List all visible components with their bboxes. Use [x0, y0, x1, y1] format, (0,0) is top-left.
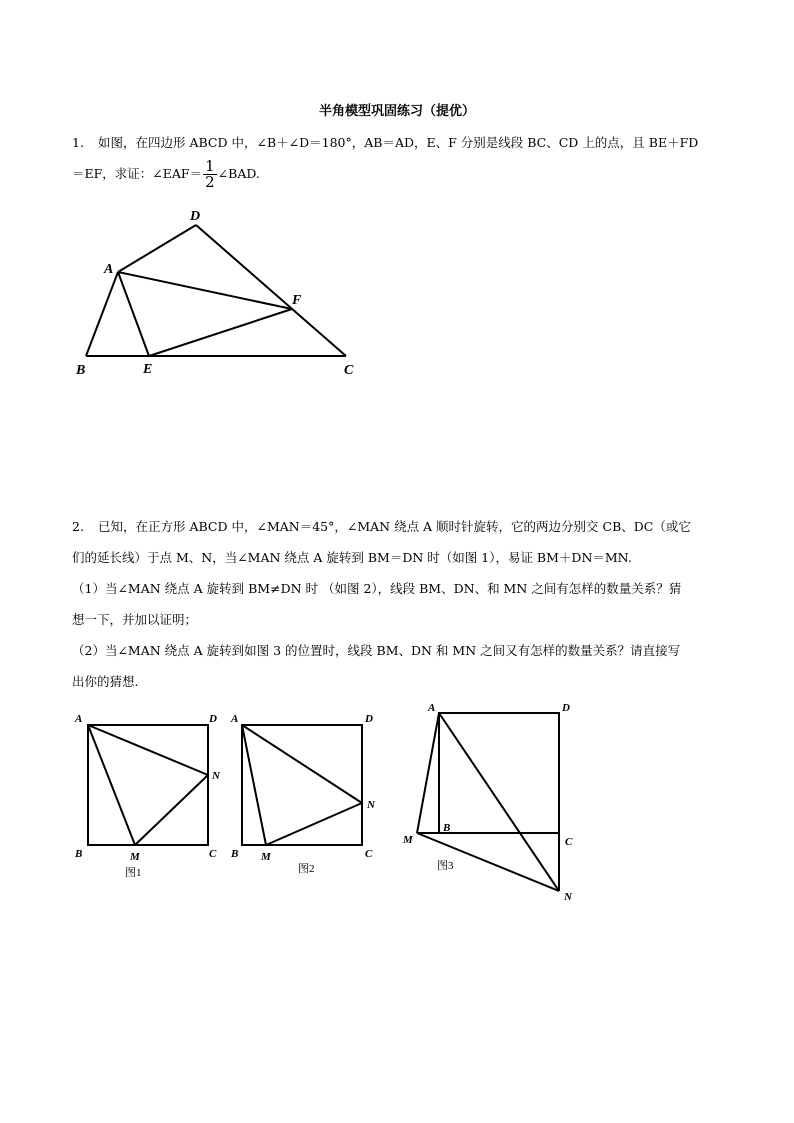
segment-MN: [135, 775, 208, 845]
figure-2: [230, 713, 376, 875]
label-E: E: [143, 362, 153, 377]
segment-AN: [242, 725, 362, 803]
label-B: B: [231, 848, 239, 860]
question-2-intro-line1: 2. 已知，在正方形 ABCD 中，∠MAN＝45°，∠MAN 绕点 A 顺时针旋转，它的两边分别交 CB、DC（或它: [72, 511, 728, 542]
question-number: 2.: [72, 519, 84, 534]
label-M: M: [261, 851, 271, 863]
question-1-line1: 1. 如图，在四边形 ABCD 中，∠B＋∠D＝180°，AB＝AD，E、F 分别是线段 BC、CD 上的点，且 BE＋FD: [72, 127, 728, 158]
question-number: 1.: [72, 135, 84, 150]
label-A: A: [428, 702, 436, 714]
square-ABCD: [439, 713, 559, 833]
label-A: A: [231, 713, 239, 725]
label-C: C: [344, 363, 354, 378]
page-title: 半角模型巩固练习（提优）: [318, 104, 475, 119]
label-B: B: [76, 363, 86, 378]
figure-caption: 图3: [437, 860, 454, 872]
label-N: N: [367, 799, 375, 811]
question-2-part2-line2: 出你的猜想.: [72, 674, 139, 689]
label-C: C: [365, 848, 373, 860]
figure-caption: 图1: [125, 867, 142, 879]
label-A: A: [75, 713, 83, 725]
figure-caption: 图2: [298, 863, 315, 875]
segment-AM: [242, 725, 266, 845]
label-M: M: [403, 834, 413, 846]
question-2-intro-line2: 们的延长线）于点 M、N，当∠MAN 绕点 A 旋转到 BM＝DN 时（如图 1），易证 BM＋DN＝MN.: [72, 550, 632, 565]
label-B: B: [443, 822, 451, 834]
square-ABCD: [88, 725, 208, 845]
label-D: D: [190, 209, 201, 224]
question-2-part2-line1: （2）当∠MAN 绕点 A 旋转到如图 3 的位置时，线段 BM、DN 和 MN 之间又有怎样的数量关系？请直接写: [72, 643, 681, 658]
segment-AN: [439, 713, 559, 891]
segment-AN: [88, 725, 208, 775]
label-F: F: [292, 293, 302, 308]
question-1-line2: ＝EF，求证：∠EAF＝ $\frac{1}{2}$ ∠BAD.: [72, 157, 260, 191]
label-C: C: [209, 848, 217, 860]
label-N: N: [212, 770, 220, 782]
label-D: D: [209, 713, 217, 725]
segment-AM: [88, 725, 135, 845]
segment-MN: [266, 803, 362, 845]
label-N: N: [564, 891, 572, 903]
square-ABCD: [242, 725, 362, 845]
segment-AM: [417, 713, 439, 833]
label-M: M: [130, 851, 140, 863]
label-C: C: [565, 836, 573, 848]
label-D: D: [562, 702, 570, 714]
fraction-one-half: $\frac{1}{2}$: [205, 157, 215, 191]
label-B: B: [75, 848, 83, 860]
figure-3: [402, 702, 573, 903]
figure-1: [74, 713, 221, 879]
label-D: D: [365, 713, 373, 725]
question-2-part1-line2: 想一下，并加以证明；: [72, 612, 198, 627]
label-A: A: [104, 262, 114, 277]
question-2-part1-line1: （1）当∠MAN 绕点 A 旋转到 BM≠DN 时 （如图 2），线段 BM、DN、和 MN 之间有怎样的数量关系？猜: [72, 581, 682, 596]
